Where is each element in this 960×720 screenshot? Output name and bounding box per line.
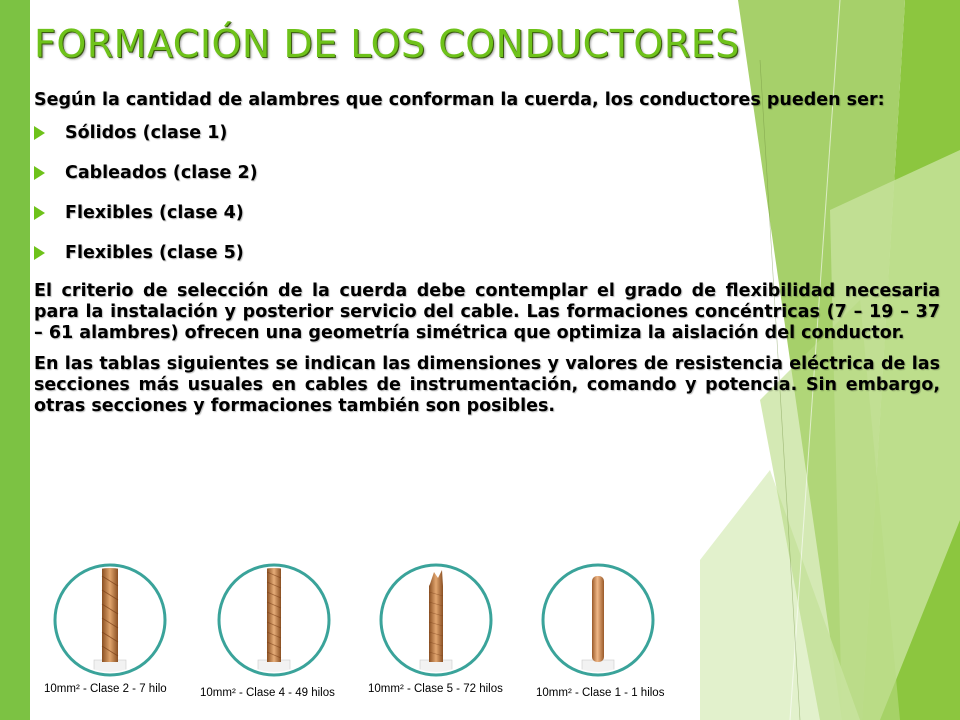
left-accent-bar — [0, 0, 30, 720]
cable-image-clase-5 — [372, 562, 500, 678]
tables-note-paragraph: En las tablas siguientes se indican las dimensiones y valores de resistencia eléctrica de las secciones más usuales en cables de instrumentación, comando y potencia. Sin embargo, otras secciones y formaciones también son posibles. — [34, 354, 940, 416]
cable-image-clase-4 — [210, 562, 338, 678]
list-item — [34, 121, 940, 145]
slide-title: FORMACIÓN DE LOS CONDUCTORES — [34, 22, 740, 66]
triangle-bullet-icon — [34, 126, 45, 140]
list-item-label: Flexibles (clase 5) — [65, 242, 244, 263]
triangle-bullet-icon — [34, 206, 45, 220]
triangle-bullet-icon — [34, 166, 45, 180]
stranded-cable-icon — [46, 562, 174, 678]
solid-cable-icon — [534, 562, 662, 678]
conductor-class-list — [34, 121, 940, 265]
list-item-label: Sólidos (clase 1) — [65, 122, 228, 143]
triangle-bullet-icon — [34, 246, 45, 260]
list-item-label: Cableados (clase 2) — [65, 162, 258, 183]
cable-image-clase-2 — [46, 562, 174, 678]
list-item — [34, 161, 940, 185]
cable-caption: 10mm² - Clase 2 - 7 hilo — [44, 683, 167, 695]
list-item-label: Flexibles (clase 4) — [65, 202, 244, 223]
flexible-cable-icon — [210, 562, 338, 678]
extra-flexible-cable-icon — [372, 562, 500, 678]
selection-criteria-paragraph: El criterio de selección de la cuerda debe contemplar el grado de flexibilidad necesaria para la instalación y posterior servicio del cable. Las formaciones concéntricas (7 – 19 – 37 – 61 alambres) ofrecen una geometría simétrica que optimiza la aislación del conductor. — [34, 281, 940, 343]
content-body — [34, 90, 940, 427]
cable-caption: 10mm² - Clase 1 - 1 hilos — [536, 687, 665, 699]
list-item — [34, 201, 940, 225]
intro-text: Según la cantidad de alambres que conforman la cuerda, los conductores pueden ser: — [34, 90, 885, 110]
cable-caption: 10mm² - Clase 5 - 72 hilos — [368, 683, 503, 695]
cable-image-clase-1 — [534, 562, 662, 678]
cable-caption: 10mm² - Clase 4 - 49 hilos — [200, 687, 335, 699]
list-item — [34, 241, 940, 265]
